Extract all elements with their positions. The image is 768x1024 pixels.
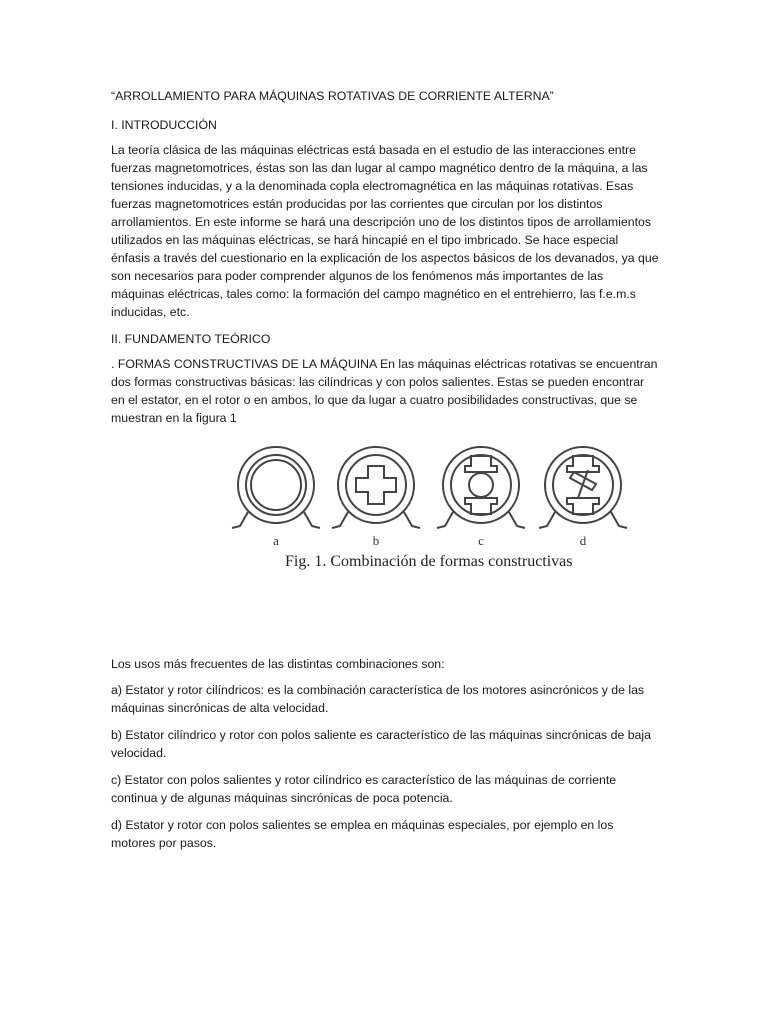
machine-b-diagram xyxy=(332,447,420,528)
document-title: “ARROLLAMIENTO PARA MÁQUINAS ROTATIVAS DE CORRIENTE ALTERNA” xyxy=(111,89,554,103)
figure-label-b: b xyxy=(372,533,380,548)
section-heading-introduccion: I. INTRODUCCIÓN xyxy=(111,118,217,132)
figure-label-c: c xyxy=(478,533,484,548)
section-heading-fundamento: II. FUNDAMENTO TEÓRICO xyxy=(111,332,271,346)
figure-label-d: d xyxy=(579,533,587,548)
machine-c-diagram xyxy=(437,447,525,528)
uso-item-b: b) Estator cilíndrico y rotor con polos saliente es característico de las máquinas sincrónicas de baja velocidad. xyxy=(111,728,651,760)
formas-constructivas-paragraph: . FORMAS CONSTRUCTIVAS DE LA MÁQUINA En las máquinas eléctricas rotativas se encuentran dos formas constructivas básicas: las cilíndricas y con polos salientes. Estas se pueden encontrar en el estator, en el rotor o en ambos, lo que da lugar a cuatro posibilidades constructivas, que se muestran en la figura 1 xyxy=(111,357,658,425)
figure-label-a: a xyxy=(273,533,279,548)
machine-cross-sections xyxy=(226,440,636,540)
usos-intro: Los usos más frecuentes de las distintas combinaciones son: xyxy=(111,657,445,671)
machine-d-diagram xyxy=(539,447,627,528)
figure-caption: Fig. 1. Combinación de formas constructivas xyxy=(285,553,573,570)
uso-item-d: d) Estator y rotor con polos salientes se emplea en máquinas especiales, por ejemplo en los motores por pasos. xyxy=(111,818,614,850)
uso-item-c: c) Estator con polos salientes y rotor cilíndrico es característico de las máquinas de corriente continua y de algunas máquinas sincrónicas de poca potencia. xyxy=(111,773,617,805)
intro-paragraph: La teoría clásica de las máquinas eléctricas está basada en el estudio de las interacciones entre fuerzas magnetomotrices, éstas son las dan lugar al campo magnético dentro de la máquina, a las tensiones inducidas, y a la denominada copla electromagnética en las máquinas rotativas. Esas fuerzas magnetomotrices están producidas por las corrientes que circulan por los distintos arrollamientos. En este informe se hará una descripción uno de los distintos tipos de arrollamientos utilizados en las máquinas eléctricas, se hará hincapié en el tipo imbricado. Se hace especial énfasis a través del cuestionario en la explicación de los aspectos básicos de los devanados, ya que son necesarios para poder comprender algunos de los fenómenos más importantes de las máquinas eléctricas, tales como: la formación del campo magnético en el entrehierro, las f.e.m.s inducidas, etc. xyxy=(111,143,659,319)
machine-a-diagram xyxy=(232,447,320,528)
uso-item-a: a) Estator y rotor cilíndricos: es la combinación característica de los motores asincrónicos y de las máquinas sincrónicas de alta velocidad. xyxy=(111,683,645,715)
